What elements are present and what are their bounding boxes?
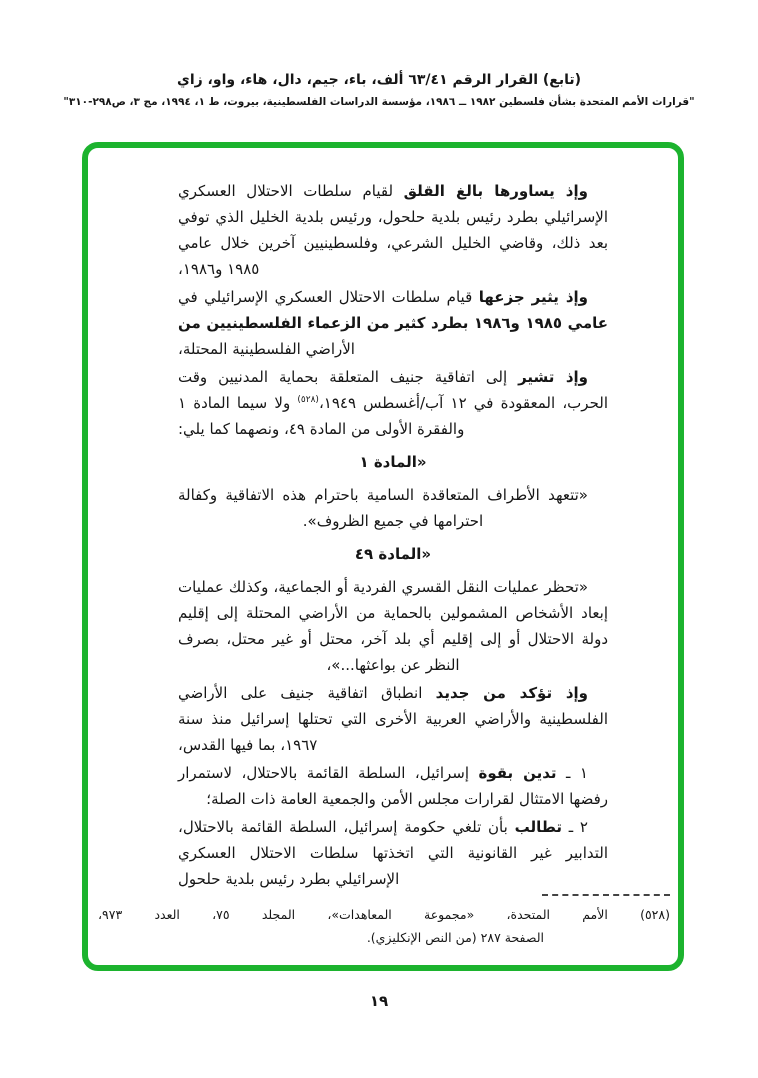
content-frame xyxy=(82,142,684,971)
source-citation-line: "قرارات الأمم المتحدة بشأن فلسطين ١٩٨٢ ــ ١٩٨٦، مؤسسة الدراسات الفلسطينية، بيروت، ط ١، ١٩٩٤، مج ٣، ص٢٩٨-٣١٠" xyxy=(63,96,695,108)
paragraph-bold-text: عامي ١٩٨٥ و١٩٨٦ بطرد كثير من الزعماء الفلسطينيين من xyxy=(178,314,608,332)
page-number: ١٩ xyxy=(369,992,389,1010)
item-text: إسرائيل، السلطة القائمة بالاحتلال، لاستمرار رفضها الامتثال لقرارات مجلس الأمن والجمعية العامة ذات الصلة؛ xyxy=(178,764,608,808)
item-number: ٢ ـ xyxy=(568,818,588,836)
paragraph-lead: وإذ تؤكد من جديد xyxy=(435,684,588,702)
paragraph-lead: وإذ تشير xyxy=(518,368,588,386)
item-number: ١ ـ xyxy=(566,764,588,782)
paragraph-lead: وإذ يساورها بالغ القلق xyxy=(403,182,588,200)
paragraph-text: لقيام سلطات الاحتلال العسكري الإسرائيلي بطرد رئيس بلدية حلحول، ورئيس بلدية الخليل الذي توفي بعد ذلك، وقاضي الخليل الشرعي، وفلسطينيين آخرين خلال عامي ١٩٨٥ و١٩٨٦، xyxy=(178,182,608,278)
paragraph-text: إلى اتفاقية جنيف المتعلقة بحماية المدنيين وقت الحرب، المعقودة في ١٢ آب/أغسطس ١٩٤٩، xyxy=(178,368,608,412)
paragraph-reaffirm xyxy=(178,680,608,758)
operative-item-2 xyxy=(178,814,608,892)
paragraph-concern xyxy=(178,178,608,282)
paragraph-alarm xyxy=(178,284,608,362)
page-header xyxy=(0,72,758,108)
document-text xyxy=(88,148,678,894)
footnote-block xyxy=(98,894,670,949)
footnote-separator xyxy=(542,894,670,896)
paragraph-text: قيام سلطات الاحتلال العسكري الإسرائيلي في xyxy=(178,288,473,306)
article-1-quote: «تتعهد الأطراف المتعاقدة السامية باحترام هذه الاتفاقية وكفالة احترامها في جميع الظروف». xyxy=(178,486,588,530)
article-49-quote: «تحظر عمليات النقل القسري الفردية أو الجماعية، وكذلك عمليات إبعاد الأشخاص المشمولين بالحماية من الأراضي المحتلة إلى إقليم دولة الاحتلال أو إلى إقليم أي بلد آخر، محتل أو غير محتل، بصرف النظر عن بواعثها...»، xyxy=(178,578,608,674)
article-1-heading: «المادة ١ xyxy=(359,453,427,471)
item-lead: تطالب xyxy=(514,818,562,836)
item-lead: تدين بقوة xyxy=(478,764,557,782)
footnote-line-1: (٥٢٨) الأمم المتحدة، «مجموعة المعاهدات»، المجلد ٧٥، العدد ٩٧٣، xyxy=(98,907,670,922)
operative-item-1 xyxy=(178,760,608,812)
resolution-title: (تابع) القرار الرقم ٦٣/٤١ ألف، باء، جيم، دال، هاء، واو، زاي xyxy=(176,72,582,88)
paragraph-recall-geneva xyxy=(178,364,608,442)
article-49-heading: «المادة ٤٩ xyxy=(354,545,432,563)
paragraph-text: الأراضي الفلسطينية المحتلة، xyxy=(178,340,355,358)
item-text: بأن تلغي حكومة إسرائيل، السلطة القائمة بالاحتلال، التدابير غير القانونية التي اتخذتها سلطات الاحتلال العسكري الإسرائيلي بطرد رئيس بلدية حلحول xyxy=(178,818,608,888)
paragraph-lead: وإذ يثير جزعها xyxy=(478,288,588,306)
footnote-reference-528: (٥٢٨) xyxy=(297,395,319,405)
paragraph-text: انطباق اتفاقية جنيف على الأراضي الفلسطينية والأراضي العربية الأخرى التي تحتلها إسرائيل منذ سنة ١٩٦٧، بما فيها القدس، xyxy=(178,684,608,754)
paragraph-text: ولا سيما المادة ١ والفقرة الأولى من المادة ٤٩، ونصهما كما يلي: xyxy=(178,394,465,438)
footnote-line-2: الصفحة ٢٨٧ (من النص الإنكليزي). xyxy=(366,930,544,945)
